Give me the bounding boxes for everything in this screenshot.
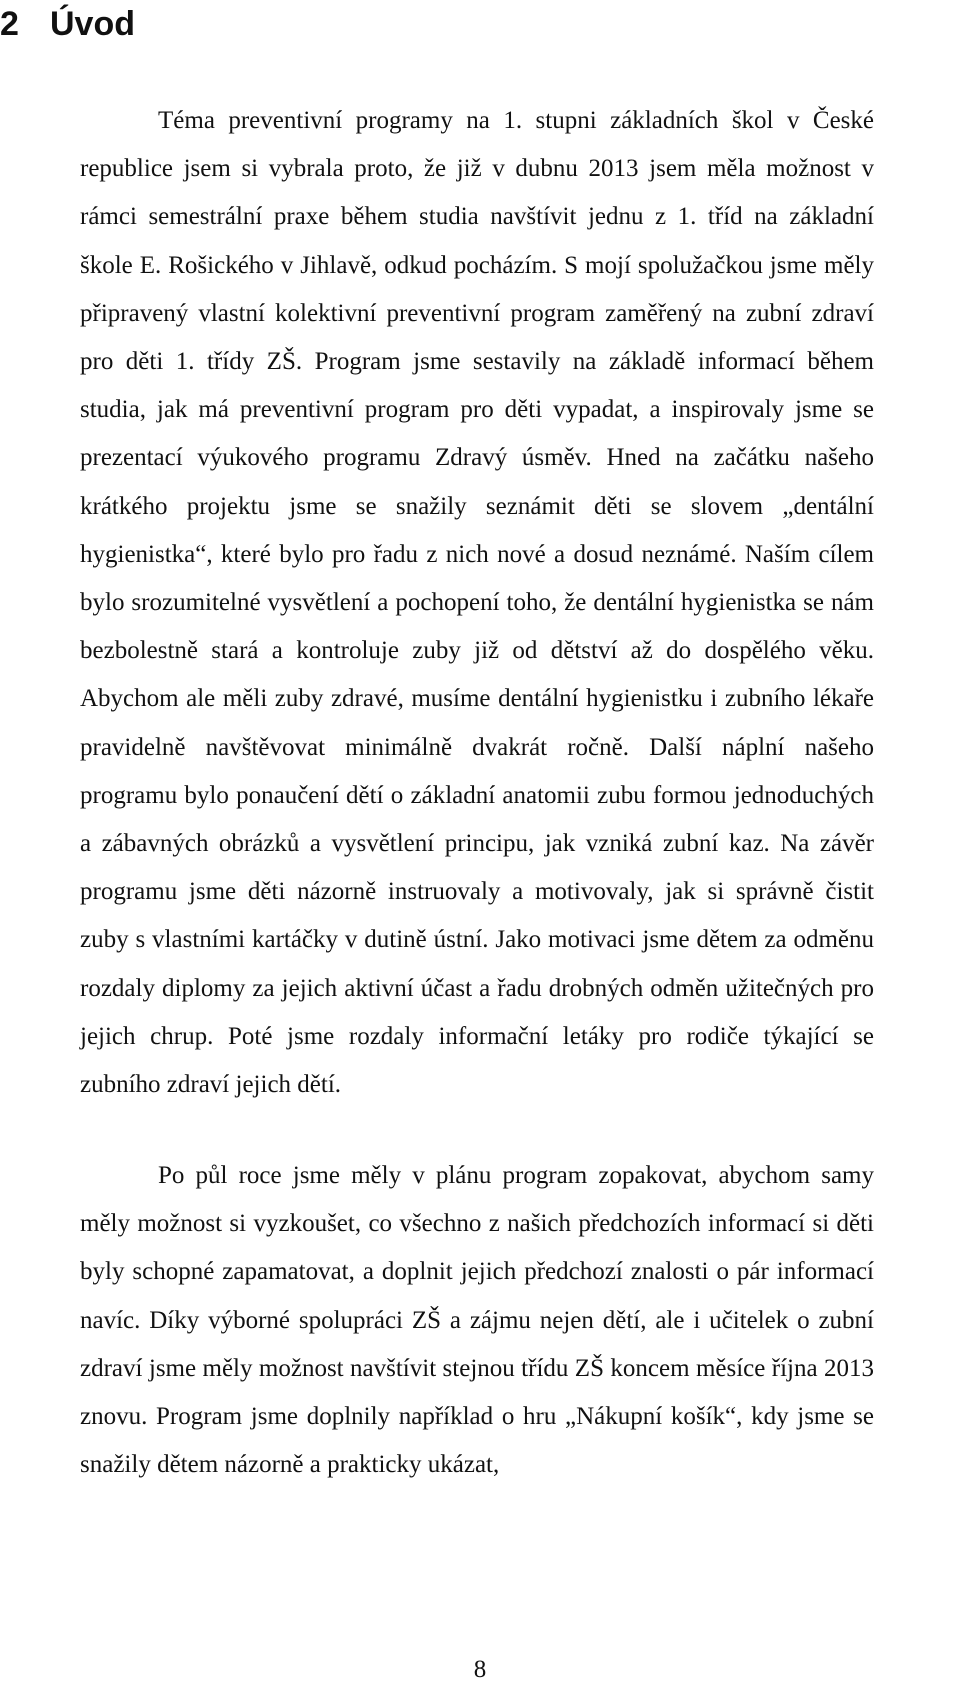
body-paragraph: Téma preventivní programy na 1. stupni základních škol v České republice jsem si vybrala proto, že již v dubnu 2013 jsem měla možnost v rámci semestrální praxe během studia navštívit jednu z 1. tříd na základní škole E. Rošického v Jihlavě, odkud pocházím. S mojí spolužačkou jsme měly připravený vlastní kolektivní preventivní program zaměřený na zubní zdraví pro děti 1. třídy ZŠ. Program jsme sestavily na základě informací během studia, jak má preventivní program pro děti vypadat, a inspirovaly jsme se prezentací výukového programu Zdravý úsměv. Hned na začátku našeho krátkého projektu jsme se snažily seznámit děti se slovem „dentální hygienistka“, které bylo pro řadu z nich nové a dosud neznámé. Naším cílem bylo srozumitelné vysvětlení a pochopení toho, že dentální hygienistka se nám bezbolestně stará a kontroluje zuby již od dětství až do dospělého věku. Abychom ale měli zuby zdravé, musíme dentální hygienistku i zubního lékaře pravidelně navštěvovat minimálně dvakrát ročně. Další náplní našeho programu bylo ponaučení dětí o základní anatomii zubu formou jednoduchých a zábavných obrázků a vysvětlení principu, jak vzniká zubní kaz. Na závěr programu jsme děti názorně instruovaly a motivovaly, jak si správně čistit zuby s vlastními kartáčky v dutině ústní. Jako motivaci jsme dětem za odměnu rozdaly diplomy za jejich aktivní účast a řadu drobných odměn užitečných pro jejich chrup. Poté jsme rozdaly informační letáky pro rodiče týkající se zubního zdraví jejich dětí. xyxy=(80,107,874,1099)
body-paragraph: Po půl roce jsme měly v plánu program zopakovat, abychom samy měly možnost si vyzkoušet, co všechno z našich předchozích informací si děti byly schopné zapamatovat, a doplnit jejich předchozí znalosti o pár informací navíc. Díky výborné spolupráci ZŠ a zájmu nejen dětí, ale i učitelek o zubní zdraví jsme měly možnost navštívit stejnou třídu ZŠ koncem měsíce října 2013 znovu. Program jsme doplnily například o hru „Nákupní košík“, kdy jsme se snažily dětem názorně a prakticky ukázat, xyxy=(80,1162,874,1479)
section-title: Úvod xyxy=(50,5,135,43)
section-number: 2 xyxy=(0,5,19,43)
section-heading xyxy=(0,2,135,46)
page-number: 8 xyxy=(473,1656,487,1683)
